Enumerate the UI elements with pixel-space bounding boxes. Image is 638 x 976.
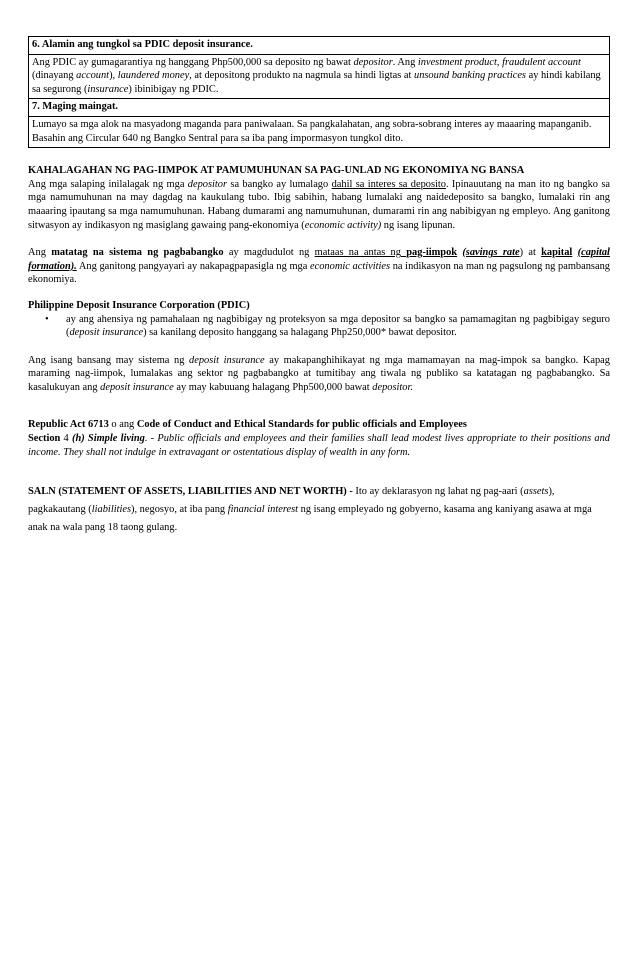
saln-section: SALN (STATEMENT OF ASSETS, LIABILITIES AND NET WORTH) - Ito ay deklarasyon ng lahat ng pag-aari (assets), pagkakautang (liabilities), negosyo, at iba pang financial interest ng isang empleyado ng gobyerno, kasama ang kaniyang asawa at mga anak na wala pang 18 taong gulang. xyxy=(28,486,592,534)
bullet-list xyxy=(28,313,610,340)
section-heading: Philippine Deposit Insurance Corporation (PDIC) xyxy=(28,299,250,311)
tip-6-heading: 6. Alamin ang tungkol sa PDIC deposit insurance. xyxy=(29,37,610,55)
table-row xyxy=(29,116,610,147)
economy-section xyxy=(28,164,610,232)
tip-6-body: Ang PDIC ay gumagarantiya ng hanggang Php500,000 sa deposito ng bawat depositor. Ang investment product, fraudulent account (dinayang account), laundered money, at depositong produkto na nagmula sa hindi ligtas at unsound banking practices ay hindi kabilang sa segurong (insurance) ibinibigay ng PDIC. xyxy=(29,54,610,99)
list-item: • ay ang ahensiya ng pamahalaan ng nagbibigay ng proteksyon sa mga depositor sa bangko sa pamamagitan ng pagbibigay seguro (deposit insurance) sa kanilang deposito hanggang sa halagang Php250,000* bawat depositor. xyxy=(45,313,610,339)
table-row xyxy=(29,54,610,99)
tips-table xyxy=(28,36,610,148)
table-row xyxy=(29,37,610,55)
table-row xyxy=(29,99,610,117)
pdic-section xyxy=(28,299,610,340)
document-page xyxy=(28,36,610,537)
deposit-insurance-paragraph: Ang isang bansang may sistema ng deposit insurance ay makapanghihikayat ng mga mamamayan na mag-impok sa bangko. Kapag maraming nag-iimpok, lumalakas ang sektor ng pagbabangko at tumitibay ang tiwala ng publiko sa katatagan ng pagbabangko. Sa kasalukuyan ang deposit insurance ay may kabuuang halagang Php500,000 bawat depositor. xyxy=(28,354,610,393)
section-heading: KAHALAGAHAN NG PAG-IIMPOK AT PAMUMUHUNAN SA PAG-UNLAD NG EKONOMIYA NG BANSA xyxy=(28,165,525,177)
banking-paragraph: Ang matatag na sistema ng pagbabangko ay magdudulot ng mataas na antas ng pag-iimpok (savings rate) at kapital (capital formation). Ang ganitong pangyayari ay nakapagpapasigla ng mga economic activities na indikasyon na man ng pagsulong ng pambansang ekonomiya. xyxy=(28,247,610,286)
bullet-icon: • xyxy=(45,313,49,325)
paragraph: Ang mga salaping inilalagak ng mga depositor sa bangko ay lumalago dahil sa interes sa deposito. Ipinauutang na man ito ng bangko sa mga namumuhunan na may dagdag na kaukulang tubo. Ibig sabihin, habang lumalaki ang naidedeposito sa bangko, lumalaki rin ang maaaring ipautang sa mga namumuhunan. Habang dumarami ang namumuhunan, dumarami rin ang nabibigyan ng empleyo. Ang ganitong sitwasyon ay indikasyon ng masiglang gawaing pang-ekonomiya (economic activity) ng isang lipunan. xyxy=(28,178,610,231)
ra6713-section: Republic Act 6713 o ang Code of Conduct and Ethical Standards for public officials and Employees Section 4 (h) Simple living. - Public officials and employees and their families shall lead modest lives appropriate to their positions and income. They shall not indulge in extravagant or ostentatious display of wealth in any form. xyxy=(28,419,610,458)
tip-7-heading: 7. Maging maingat. xyxy=(29,99,610,117)
tip-7-body: Lumayo sa mga alok na masyadong maganda para paniwalaan. Sa pangkalahatan, ang sobra-sobrang interes ay maaaring mapanganib. Basahin ang Circular 640 ng Bangko Sentral para sa iba pang impormasyon tungkol dito. xyxy=(29,116,610,147)
